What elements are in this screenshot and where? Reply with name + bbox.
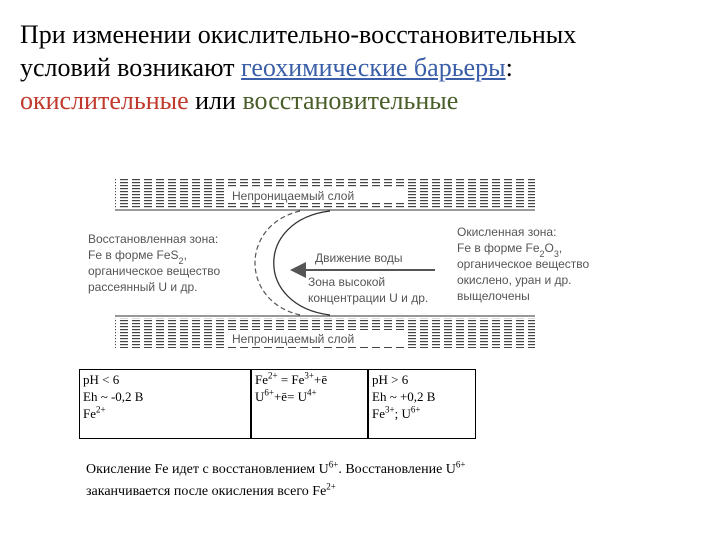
reduced-fe-text: Fe <box>83 406 96 421</box>
r2-s2: 4+ <box>307 387 317 398</box>
r1-s2: 3+ <box>304 370 314 381</box>
title-line-1: При изменении окислительно-восстановительных <box>20 20 577 49</box>
reducing-word: восстановительные <box>242 86 459 115</box>
uranium-reaction <box>255 388 364 405</box>
fes-comma: , <box>183 248 187 262</box>
oxidizing-word: окислительные <box>20 86 189 115</box>
bottom-layer-label: Непроницаемый слой <box>232 332 355 346</box>
title-line-2 <box>20 51 710 84</box>
r1-a: Fe <box>255 372 268 387</box>
water-movement-label: Движение воды <box>315 251 403 265</box>
barrier-diagram <box>60 170 590 355</box>
reduced-conditions-box <box>79 369 251 439</box>
r1-s1: 2+ <box>268 370 278 381</box>
top-layer-label: Непроницаемый слой <box>232 189 355 203</box>
c1-a: Окисление Fe идет с восстановлением U <box>86 462 329 477</box>
oxidized-conditions-box <box>368 369 476 439</box>
reduced-eh: Eh ~ -0,2 В <box>83 389 144 404</box>
conclusion-line-1 <box>86 459 706 481</box>
oxidized-ions <box>372 405 472 422</box>
ox-a: Fe <box>372 406 385 421</box>
high-concentration-label-2: концентрации U и др. <box>308 291 429 305</box>
reactions-box <box>251 369 368 439</box>
or-word: или <box>188 86 243 115</box>
r2-b: +ē= U <box>273 389 308 404</box>
slide-title <box>20 18 710 117</box>
c1-as: 6+ <box>328 459 339 470</box>
r2-a: U <box>255 389 265 404</box>
c1-b: . Восстановление U <box>338 462 456 477</box>
c1-bs: 6+ <box>455 459 466 470</box>
iron-reaction <box>255 371 364 388</box>
oxidized-zone-uranium: окислено, уран и др. <box>457 273 572 287</box>
reduced-ph: pH < 6 <box>83 372 120 387</box>
oxidized-zone-heading: Окисленная зона: <box>457 225 557 239</box>
ox-b: ; U <box>394 406 411 421</box>
reduced-zone-uranium: рассеянный U и др. <box>88 280 198 294</box>
reduced-zone-heading: Восстановленная зона: <box>88 232 219 246</box>
oxidized-zone-text <box>457 225 590 303</box>
reduced-zone-organic: органическое вещество <box>88 264 221 278</box>
dashed-front-curve <box>255 211 300 315</box>
c2-cs: 2+ <box>326 481 336 492</box>
oxidized-zone-leached: выщелочены <box>457 289 530 303</box>
geochemical-barriers-link[interactable]: геохимические барьеры <box>241 53 506 82</box>
c2-c: заканчивается после окисления всего Fe <box>86 484 327 499</box>
fe2o3-comma: , <box>558 241 563 255</box>
title-colon: : <box>505 53 513 82</box>
r1-c: +ē <box>314 372 328 387</box>
fes-subscript: 2 <box>178 256 184 266</box>
title-line-2-text: условий возникают <box>20 53 242 82</box>
ox-as: 3+ <box>385 404 395 415</box>
reduced-zone-text <box>88 232 221 294</box>
reduced-zone-fe-text: Fe в форме FeS <box>88 248 179 262</box>
title-line-3 <box>20 84 710 117</box>
oxidized-zone-organic: органическое вещество <box>457 257 590 271</box>
reduced-fe-charge: 2+ <box>96 404 106 415</box>
oxidized-zone-fe-text: Fe в форме Fe <box>457 241 540 255</box>
oxidized-eh: Eh ~ +0,2 В <box>372 389 436 404</box>
ox-bs: 6+ <box>410 404 421 415</box>
fe2o3-o: O <box>544 241 554 255</box>
r1-b: = Fe <box>277 372 305 387</box>
oxidized-ph: pH > 6 <box>372 372 409 387</box>
conclusion-line-2 <box>86 481 706 503</box>
r2-s1: 6+ <box>264 387 274 398</box>
fe2o3-sub2: 3 <box>553 249 559 259</box>
fe2o3-sub1: 2 <box>539 249 545 259</box>
conclusion-text <box>86 459 706 503</box>
high-concentration-label-1: Зона высокой <box>308 275 386 289</box>
reduced-fe <box>83 405 247 422</box>
